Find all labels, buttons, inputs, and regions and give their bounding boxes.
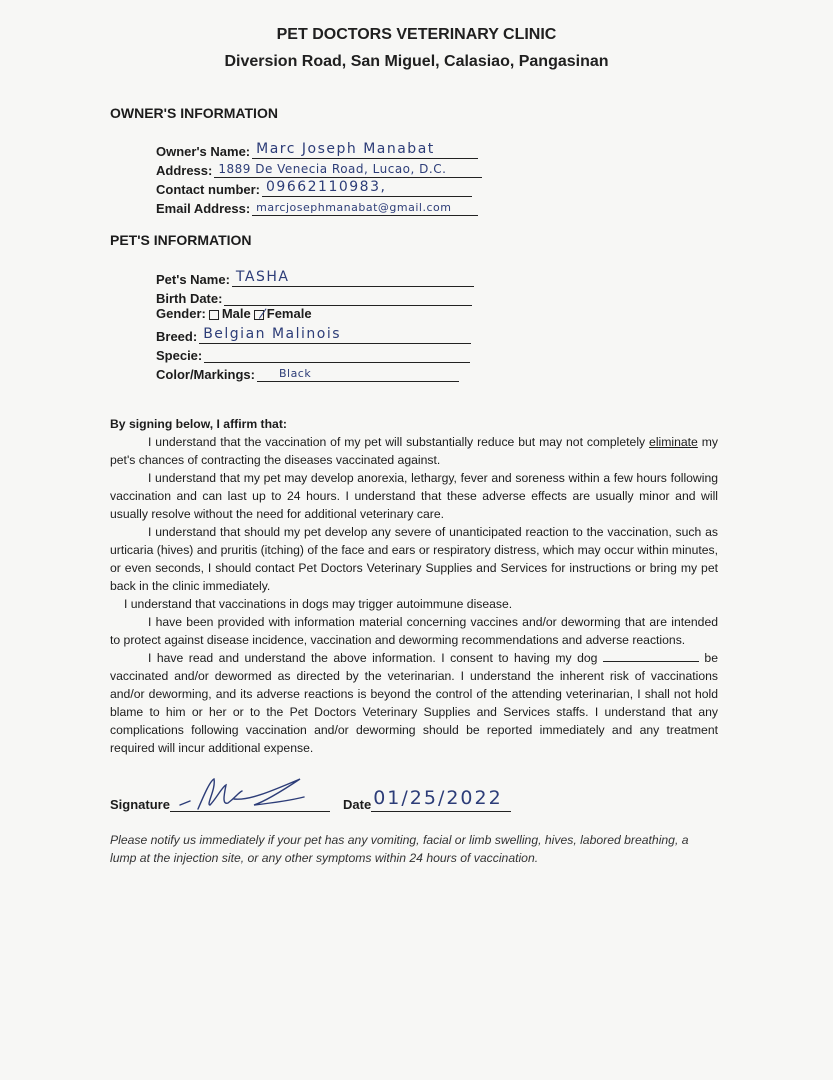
color-row <box>156 363 459 382</box>
birth-date-label: Birth Date: <box>156 291 223 306</box>
owner-email-label: Email Address: <box>156 201 251 216</box>
affirm-paragraph-4: I understand that vaccinations in dogs may trigger autoimmune disease. <box>124 597 513 611</box>
affirm-paragraph-1: I understand that the vaccination of my pet will substantially reduce but may not completely eliminate my pet's chances of contracting the diseases vaccinated against. <box>110 435 718 467</box>
pet-name-field[interactable] <box>232 268 474 287</box>
owner-email-field[interactable] <box>252 197 478 216</box>
pet-name-row <box>156 268 474 287</box>
signature-field[interactable] <box>170 785 330 812</box>
signature-label: Signature <box>110 797 170 812</box>
birth-date-row <box>156 287 472 306</box>
breed-field[interactable] <box>199 325 471 344</box>
color-label: Color/Markings: <box>156 367 255 382</box>
dog-name-blank[interactable] <box>603 650 699 662</box>
pet-section-heading: PET'S INFORMATION <box>110 232 252 248</box>
specie-row <box>156 344 470 363</box>
owner-contact-field[interactable] <box>262 178 472 197</box>
owner-email-row <box>156 197 478 216</box>
color-field[interactable] <box>257 363 459 382</box>
clinic-address: Diversion Road, San Miguel, Calasiao, Pangasinan <box>224 53 609 70</box>
handwritten-signature <box>176 775 326 815</box>
signature-row <box>110 785 330 812</box>
date-value: 01/25/2022 <box>373 787 503 809</box>
owner-section-heading: OWNER'S INFORMATION <box>110 105 278 121</box>
breed-value: Belgian Malinois <box>203 326 342 342</box>
specie-label: Specie: <box>156 348 203 363</box>
notification-note: Please notify us immediately if your pet has any vomiting, facial or limb swelling, hives, labored breathing, a lump at the injection site, or any other symptoms within 24 hours of vaccination. <box>110 833 689 865</box>
owner-name-label: Owner's Name: <box>156 144 251 159</box>
pet-name-value: TASHA <box>235 269 290 285</box>
affirmation-text <box>110 415 718 757</box>
affirm-paragraph-5: I have been provided with information material concerning vaccines and/or deworming that are intended to protect against disease incidence, vaccination and deworming recommendations and adverse reactions. <box>110 615 718 647</box>
gender-label: Gender: <box>156 306 206 321</box>
male-label: Male <box>221 306 251 321</box>
owner-address-value: 1889 De Venecia Road, Lucao, D.C. <box>218 162 447 176</box>
affirm-paragraph-2: I understand that my pet may develop anorexia, lethargy, fever and soreness within a few hours following vaccination and can last up to 24 hours. I understand that these adverse effects are usually minor and will usually resolve without the need for additional veterinary care. <box>110 471 718 521</box>
birth-date-field[interactable] <box>224 287 472 306</box>
affirm-paragraph-6: I have read and understand the above information. I consent to having my dog be vaccinated and/or dewormed as directed by the veterinarian. I understand the inherent risk of vaccinations and/or deworming, and its adverse reactions is beyond the control of the attending veterinarian, I shall not hold blame to him or her or to the Pet Doctors Veterinary Supplies and Services staffs. I understand that any complications following vaccination and/or deworming should be reported immediately and any treatment required will incur additional expense. <box>110 651 718 755</box>
owner-contact-label: Contact number: <box>156 182 260 197</box>
owner-address-label: Address: <box>156 163 213 178</box>
owner-address-field[interactable] <box>214 159 482 178</box>
owner-name-value: Marc Joseph Manabat <box>256 141 435 157</box>
breed-row <box>156 325 471 344</box>
owner-contact-value: 09662110983, <box>266 179 387 195</box>
color-value: Black <box>278 367 312 380</box>
gender-row <box>156 306 312 321</box>
date-label: Date <box>343 797 372 812</box>
owner-name-row <box>156 140 478 159</box>
male-checkbox[interactable] <box>209 310 219 320</box>
date-row <box>343 785 511 812</box>
owner-email-value: marcjosephmanabat@gmail.com <box>256 201 452 214</box>
owner-address-row <box>156 159 482 178</box>
clinic-name: PET DOCTORS VETERINARY CLINIC <box>276 26 557 43</box>
owner-contact-row <box>156 178 472 197</box>
specie-field[interactable] <box>204 344 470 363</box>
owner-name-field[interactable] <box>252 140 478 159</box>
breed-label: Breed: <box>156 329 198 344</box>
affirm-paragraph-3: I understand that should my pet develop any severe of unanticipated reaction to the vaccination, such as urticaria (hives) and pruritis (itching) of the face and ears or respiratory distress, which may occur within minutes, or even seconds, I should contact Pet Doctors Veterinary Supplies and Services for instructions or bring my pet back in the clinic immediately. <box>110 525 718 593</box>
female-checkbox[interactable] <box>254 310 264 320</box>
pet-name-label: Pet's Name: <box>156 272 230 287</box>
affirm-intro: By signing below, I affirm that: <box>110 417 287 431</box>
female-label: Female <box>266 306 312 321</box>
date-field[interactable] <box>371 785 511 812</box>
